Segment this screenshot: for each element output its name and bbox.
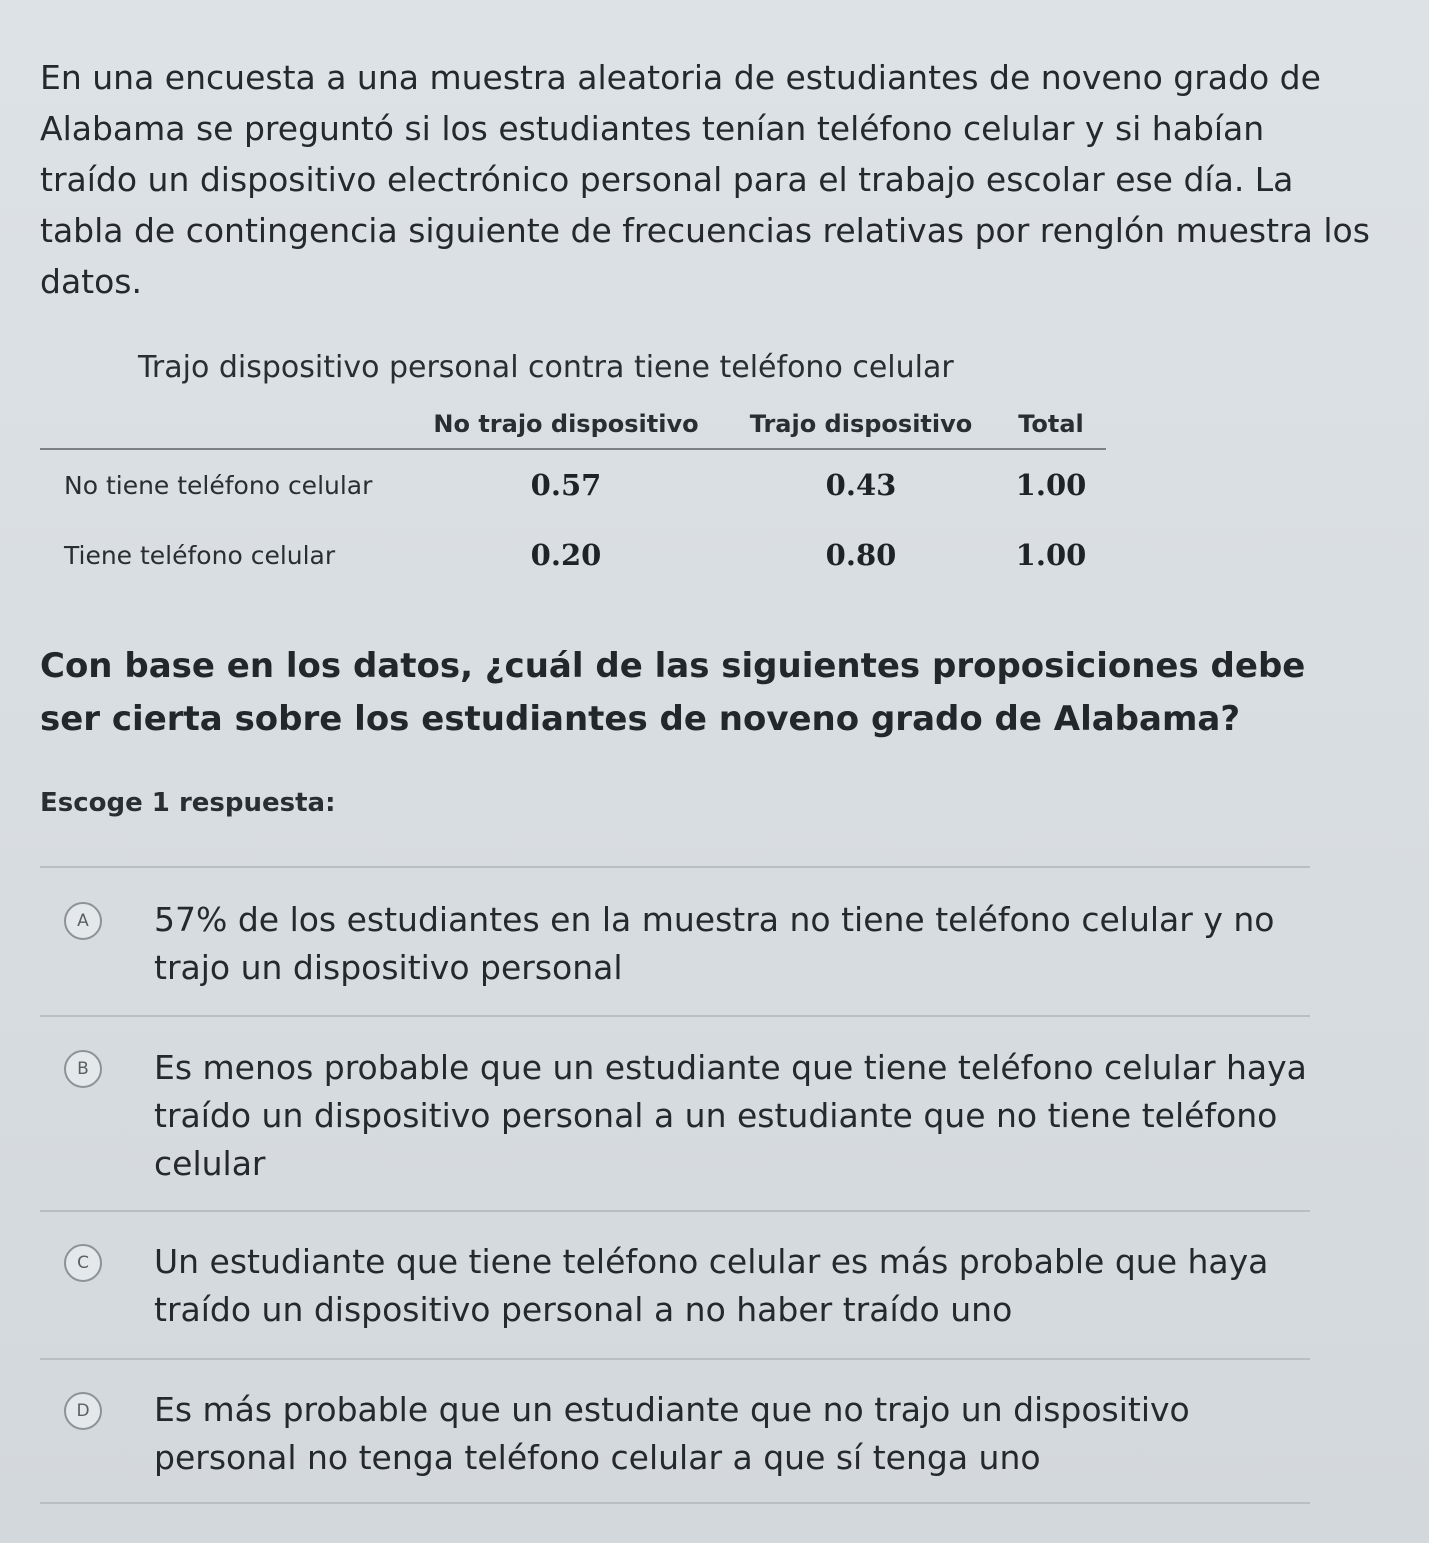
table-row (40, 520, 1106, 590)
radio-a-icon[interactable]: A (64, 902, 102, 940)
option-divider (40, 1358, 1310, 1360)
table-cell: 0.20 (530, 538, 602, 572)
radio-c-icon[interactable]: C (64, 1244, 102, 1282)
answer-option-a[interactable] (40, 896, 1320, 1006)
row-label: No tiene teléfono celular (64, 470, 373, 500)
table-corner-cell (40, 400, 406, 449)
radio-d-icon[interactable]: D (64, 1392, 102, 1430)
radio-b-icon[interactable]: B (64, 1050, 102, 1088)
option-divider (40, 1015, 1310, 1017)
option-text: Es menos probable que un estudiante que tiene teléfono celular haya traído un dispositivo personal a un estudiante que no tiene teléfono celular (154, 1048, 1307, 1183)
column-header: Total (996, 400, 1106, 449)
option-text: Es más probable que un estudiante que no trajo un dispositivo personal no tenga teléfono celular a que sí tenga uno (154, 1390, 1190, 1477)
question-text: Con base en los datos, ¿cuál de las siguientes proposiciones debe ser cierta sobre los estudiantes de noveno grado de Alabama? (40, 646, 1306, 739)
contingency-table (40, 400, 1106, 590)
table-cell: 0.57 (530, 468, 602, 502)
answer-option-b[interactable] (40, 1044, 1320, 1204)
row-label: Tiene teléfono celular (64, 540, 336, 570)
table-title: Trajo dispositivo personal contra tiene teléfono celular (138, 350, 954, 385)
option-text: Un estudiante que tiene teléfono celular es más probable que haya traído un dispositivo personal a no haber traído uno (154, 1242, 1269, 1329)
answer-option-c[interactable] (40, 1238, 1320, 1348)
table-cell: 0.80 (825, 538, 897, 572)
answer-option-d[interactable] (40, 1386, 1320, 1496)
option-divider (40, 1502, 1310, 1504)
intro-paragraph: En una encuesta a una muestra aleatoria de estudiantes de noveno grado de Alabama se preguntó si los estudiantes tenían teléfono celular y si habían traído un dispositivo electrónico personal para el trabajo escolar ese día. La tabla de contingencia siguiente de frecuencias relativas por renglón muestra los datos. (40, 58, 1370, 301)
answer-instruction: Escoge 1 respuesta: (40, 788, 336, 818)
table-row (40, 449, 1106, 520)
column-header: No trajo dispositivo (406, 400, 726, 449)
table-header-row (40, 400, 1106, 449)
option-divider (40, 866, 1310, 868)
table-cell: 0.43 (825, 468, 897, 502)
option-text: 57% de los estudiantes en la muestra no tiene teléfono celular y no trajo un dispositivo personal (154, 900, 1275, 987)
option-divider (40, 1210, 1310, 1212)
table-cell: 1.00 (1015, 538, 1087, 572)
table-cell: 1.00 (1015, 468, 1087, 502)
column-header: Trajo dispositivo (726, 400, 996, 449)
